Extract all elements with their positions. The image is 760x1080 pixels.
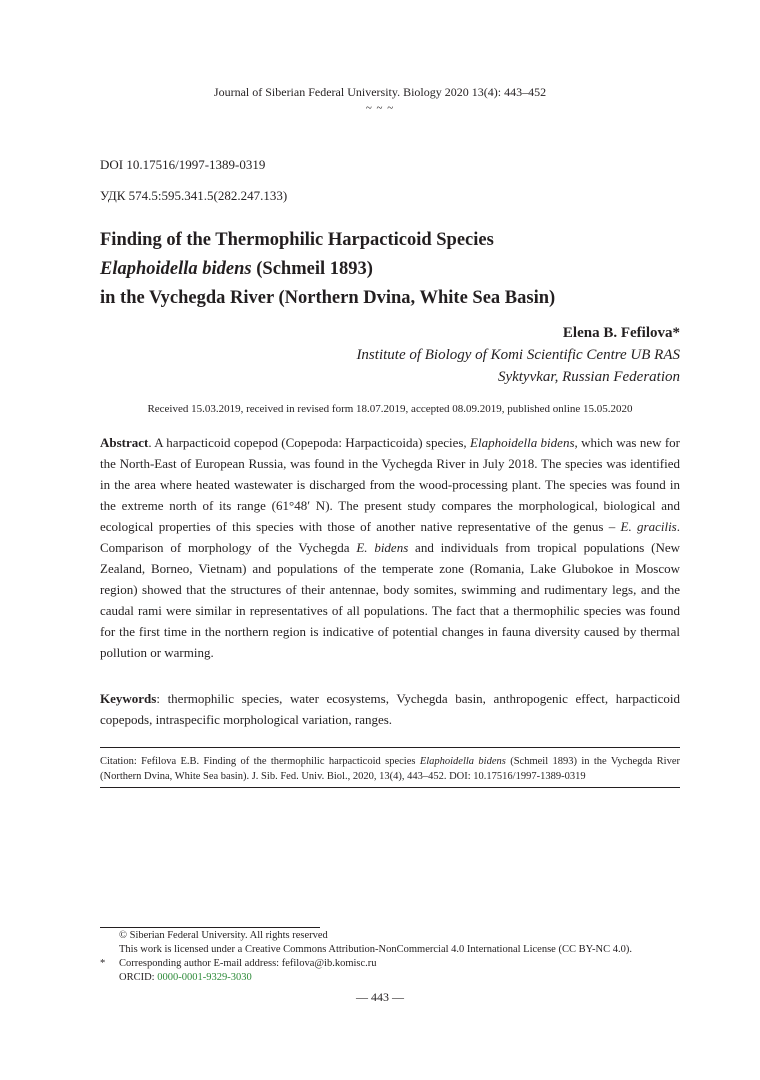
citation-italic: Elaphoidella bidens <box>419 756 506 767</box>
footnote-star: * <box>100 958 106 969</box>
keywords-text: : thermophilic species, water ecosystems, Vychegda basin, anthropogenic effect, harpacticoid copepods, intraspecific morphological variation, ranges. <box>100 691 680 727</box>
keywords <box>100 688 680 730</box>
orcid-link[interactable]: 0000-0001-9329-3030 <box>157 972 252 983</box>
abstract <box>100 432 680 663</box>
abstract-italic-2: E. gracilis <box>620 519 677 534</box>
orcid-label: ORCID: <box>119 972 158 983</box>
abstract-text-4: and individuals from tropical populations (New Zealand, Borneo, Vietnam) and populations of the temperate zone (Romania, Lake Glubokoe in Moscow region) showed that the structures of their antennae, body somites, swimming and rudimentary legs, and the caudal rami were similar in representatives of all populations. The fact that a thermophilic species was found for the first time in the northern region is indicative of potential changes in fauna diversity caused by thermal pollution or warming. <box>100 540 680 660</box>
footnote-copyright: © Siberian Federal University. All rights reserved <box>119 930 328 941</box>
citation-text-1: Citation: Fefilova E.B. Finding of the thermophilic harpacticoid species <box>100 756 420 767</box>
title-line-3: in the Vychegda River (Northern Dvina, White Sea Basin) <box>100 288 556 308</box>
header-ornament: ~ ~ ~ <box>365 102 395 114</box>
article-title <box>100 226 700 313</box>
udk: УДК 574.5:595.341.5(282.247.133) <box>100 188 288 203</box>
author-location: Syktyvkar, Russian Federation <box>497 369 680 385</box>
footnote-license: This work is licensed under a Creative Commons Attribution-NonCommercial 4.0 International License (CC BY-NC 4.0). <box>119 944 632 955</box>
footnote-email-line <box>100 957 700 971</box>
footnote-email: Corresponding author E-mail address: fefilova@ib.komisc.ru <box>119 958 377 969</box>
author-affiliation: Institute of Biology of Komi Scientific Centre UB RAS <box>356 347 680 363</box>
footnote-rule <box>100 927 320 928</box>
title-species-authority: (Schmeil 1893) <box>251 259 373 279</box>
citation-text-2: (Schmeil 1893) in the Vychegda River (Northern Dvina, White Sea basin). J. Sib. Fed. Univ. Biol., 2020, 13(4), 443–452. DOI: 10.17516/1997-1389-0319 <box>100 756 680 782</box>
citation-bottom-rule <box>100 787 680 788</box>
footnote-orcid-line <box>100 971 700 985</box>
page-number: — 443 — <box>356 990 404 1004</box>
keywords-label: Keywords <box>100 691 157 706</box>
title-line-1: Finding of the Thermophilic Harpacticoid Species <box>100 230 494 250</box>
author-name: Elena B. Fefilova* <box>562 325 680 341</box>
footnotes <box>100 929 700 985</box>
citation-top-rule <box>100 747 680 748</box>
doi: DOI 10.17516/1997-1389-0319 <box>100 157 266 172</box>
abstract-text-1: . A harpacticoid copepod (Copepoda: Harpacticoida) species, <box>148 435 471 450</box>
title-species-name: Elaphoidella bidens <box>100 259 252 279</box>
citation <box>100 754 680 784</box>
abstract-italic-1: Elaphoidella bidens <box>470 435 575 450</box>
title-line-2 <box>100 255 700 284</box>
author-block <box>100 322 680 388</box>
received-dates: Received 15.03.2019, received in revised form 18.07.2019, accepted 08.09.2019, published online 15.05.2020 <box>147 403 633 415</box>
abstract-italic-3: E. bidens <box>356 540 409 555</box>
abstract-label: Abstract <box>100 435 149 450</box>
abstract-text-2: , which was new for the North-East of European Russia, was found in the Vychegda River in July 2018. The species was identified in the area where heated wastewater is discharged from the wood-processing plant. The species was found in the extreme north of its range (61°48′ N). The present study compares the morphological, biological and ecological properties of this species with those of another native representative of the genus – <box>100 435 680 534</box>
journal-header: Journal of Siberian Federal University. Biology 2020 13(4): 443–452 <box>213 85 547 99</box>
abstract-text-3: . Comparison of morphology of the Vychegda <box>100 519 680 555</box>
